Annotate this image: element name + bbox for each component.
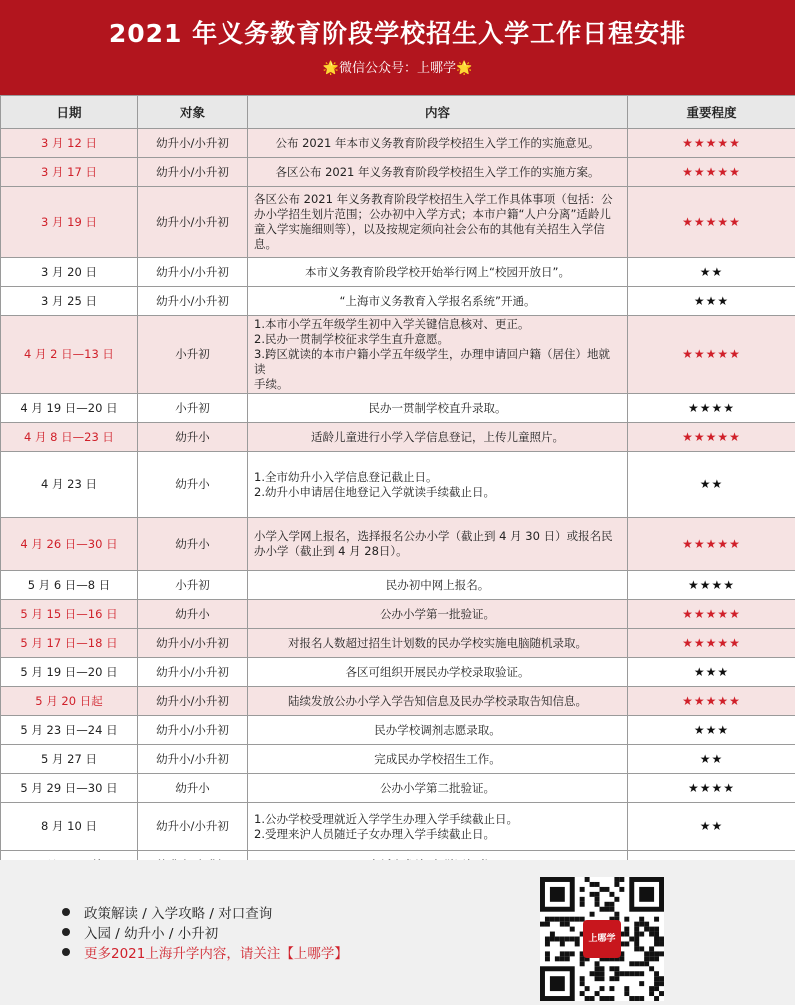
content-line: 完成民办学校招生工作。 (374, 751, 501, 766)
content-line: 手续。 (254, 377, 289, 391)
cell-target: 幼升小/小升初 (138, 658, 248, 687)
table-row (1, 394, 795, 423)
cell-importance-stars: ★★★ (628, 716, 795, 745)
cell-importance-stars: ★★★★★ (628, 629, 795, 658)
footer-item (62, 944, 348, 964)
cell-importance-stars: ★★ (628, 745, 795, 774)
cell-content (248, 423, 628, 452)
table-row (1, 600, 795, 629)
cell-target: 幼升小/小升初 (138, 716, 248, 745)
table-row (1, 687, 795, 716)
schedule-table (0, 95, 795, 880)
cell-content (248, 316, 628, 394)
cell-importance-stars: ★★★★★ (628, 423, 795, 452)
cell-content (248, 803, 628, 851)
page-subtitle (0, 57, 795, 76)
cell-content (248, 600, 628, 629)
cell-target: 幼升小/小升初 (138, 158, 248, 187)
cell-content (248, 629, 628, 658)
table-row (1, 452, 795, 518)
column-header-importance: 重要程度 (628, 96, 795, 129)
cell-date: 4 月 8 日—23 日 (1, 423, 138, 452)
content-line: 各区可组织开展民办学校录取验证。 (345, 664, 530, 679)
page-header (0, 0, 795, 95)
column-header-content: 内容 (248, 96, 628, 129)
cell-target: 幼升小/小升初 (138, 187, 248, 258)
cell-date: 3 月 17 日 (1, 158, 138, 187)
footer-item-text: 更多2021上海升学内容，请关注【上哪学】 (84, 946, 348, 962)
qr-logo-badge: 上哪学 (583, 920, 621, 958)
cell-importance-stars: ★★★★★ (628, 687, 795, 716)
cell-target: 小升初 (138, 316, 248, 394)
footer-item (62, 904, 348, 924)
cell-content (248, 658, 628, 687)
content-line: 民办初中网上报名。 (385, 577, 490, 592)
table-row (1, 803, 795, 851)
wechat-account-label: 微信公众号：上哪学 (338, 61, 456, 76)
cell-importance-stars: ★★★★ (628, 571, 795, 600)
cell-target: 幼升小 (138, 518, 248, 571)
cell-target: 幼升小/小升初 (138, 803, 248, 851)
content-line: 2.民办一贯制学校征求学生直升意愿。 (254, 332, 449, 346)
table-header-row (1, 96, 795, 129)
cell-importance-stars: ★★★★★ (628, 518, 795, 571)
column-header-target: 对象 (138, 96, 248, 129)
cell-importance-stars: ★★★★★ (628, 129, 795, 158)
content-line: 公布 2021 年本市义务教育阶段学校招生入学工作的实施意见。 (275, 135, 600, 150)
qr-code (540, 877, 664, 1001)
content-line: 民办一贯制学校直升录取。 (368, 400, 507, 415)
cell-content (248, 258, 628, 287)
page-title: 2021 年义务教育阶段学校招生入学工作日程安排 (108, 19, 687, 48)
cell-importance-stars: ★★ (628, 803, 795, 851)
footer-item-text: 政策解读 / 入学攻略 / 对口查询 (84, 906, 273, 922)
cell-content (248, 287, 628, 316)
cell-date: 3 月 25 日 (1, 287, 138, 316)
cell-date: 5 月 17 日—18 日 (1, 629, 138, 658)
content-line: 1.全市幼升小入学信息登记截止日。 (254, 469, 438, 484)
table-row (1, 518, 795, 571)
cell-target: 小升初 (138, 394, 248, 423)
content-line: 本市义务教育阶段学校开始举行网上“校园开放日”。 (305, 264, 570, 279)
cell-date: 5 月 6 日—8 日 (1, 571, 138, 600)
cell-date: 5 月 20 日起 (1, 687, 138, 716)
cell-date: 4 月 26 日—30 日 (1, 518, 138, 571)
cell-content (248, 745, 628, 774)
content-line: 2.幼升小申请居住地登记入学就读手续截止日。 (254, 484, 495, 499)
cell-target: 幼升小 (138, 423, 248, 452)
content-line: 1.本市小学五年级学生初中入学关键信息核对、更正。 (254, 317, 530, 331)
cell-content (248, 129, 628, 158)
cell-importance-stars: ★★ (628, 258, 795, 287)
cell-date: 3 月 19 日 (1, 187, 138, 258)
table-row (1, 316, 795, 394)
content-line: 3.跨区就读的本市户籍小学五年级学生，办理申请回户籍（居住）地就读 (254, 347, 610, 376)
cell-importance-stars: ★★★★ (628, 774, 795, 803)
cell-content (248, 158, 628, 187)
cell-target: 幼升小/小升初 (138, 258, 248, 287)
cell-target: 幼升小/小升初 (138, 129, 248, 158)
table-row (1, 658, 795, 687)
cell-date: 4 月 2 日—13 日 (1, 316, 138, 394)
cell-target: 幼升小 (138, 452, 248, 518)
cell-content (248, 394, 628, 423)
content-line: “上海市义务教育入学报名系统”开通。 (339, 293, 536, 308)
content-line: 适龄儿童进行小学入学信息登记，上传儿童照片。 (311, 429, 564, 444)
bullet-icon (62, 928, 70, 936)
cell-importance-stars: ★★★★ (628, 394, 795, 423)
cell-target: 幼升小/小升初 (138, 745, 248, 774)
cell-target: 幼升小/小升初 (138, 687, 248, 716)
table-row (1, 287, 795, 316)
cell-content (248, 571, 628, 600)
table-row (1, 774, 795, 803)
content-line: 对报名人数超过招生计划数的民办学校实施电脑随机录取。 (288, 635, 587, 650)
cell-date: 3 月 20 日 (1, 258, 138, 287)
table-row (1, 187, 795, 258)
cell-target: 幼升小/小升初 (138, 629, 248, 658)
cell-content (248, 452, 628, 518)
cell-date: 4 月 23 日 (1, 452, 138, 518)
content-line: 童入学实施细则等），以及按规定须向社会公布的其他有关招生入学信息。 (254, 222, 605, 251)
cell-date: 5 月 27 日 (1, 745, 138, 774)
content-line: 办小学（截止到 4 月 28日）。 (254, 544, 408, 558)
cell-date: 3 月 12 日 (1, 129, 138, 158)
column-header-date: 日期 (1, 96, 138, 129)
cell-content (248, 518, 628, 571)
table-row (1, 716, 795, 745)
star-icon: 🌟 (456, 61, 473, 76)
footer-item (62, 924, 348, 944)
footer-panel (0, 860, 795, 1005)
cell-content (248, 687, 628, 716)
table-row (1, 571, 795, 600)
bullet-icon (62, 908, 70, 916)
cell-content (248, 716, 628, 745)
table-row (1, 745, 795, 774)
content-line: 1.公办学校受理就近入学学生办理入学手续截止日。 (254, 811, 518, 826)
cell-importance-stars: ★★★ (628, 287, 795, 316)
cell-importance-stars: ★★★ (628, 658, 795, 687)
table-row (1, 158, 795, 187)
content-line: 民办学校调剂志愿录取。 (374, 722, 501, 737)
content-line: 各区公布 2021 年义务教育阶段学校招生入学工作具体事项（包括：公 (254, 192, 613, 206)
cell-target: 幼升小 (138, 774, 248, 803)
cell-target: 小升初 (138, 571, 248, 600)
table-row (1, 129, 795, 158)
footer-item-text: 入园 / 幼升小 / 小升初 (84, 926, 219, 942)
footer-list (62, 904, 348, 964)
cell-date: 5 月 15 日—16 日 (1, 600, 138, 629)
cell-target: 幼升小 (138, 600, 248, 629)
star-icon: 🌟 (322, 61, 339, 76)
table-row (1, 423, 795, 452)
cell-importance-stars: ★★★★★ (628, 600, 795, 629)
content-line: 各区公布 2021 年义务教育阶段学校招生入学工作的实施方案。 (275, 164, 600, 179)
content-line: 小学入学网上报名，选择报名公办小学（截止到 4 月 30 日）或报名民 (254, 529, 613, 543)
bullet-icon (62, 948, 70, 956)
cell-content (248, 187, 628, 258)
cell-importance-stars: ★★★★★ (628, 158, 795, 187)
table-row (1, 629, 795, 658)
content-line: 公办小学第二批验证。 (380, 780, 495, 795)
cell-date: 5 月 23 日—24 日 (1, 716, 138, 745)
cell-content (248, 774, 628, 803)
content-line: 办小学招生划片范围；公办初中入学方式；本市户籍“人户分离”适龄儿 (254, 207, 611, 221)
content-line: 2.受理来沪人员随迁子女办理入学手续截止日。 (254, 826, 495, 841)
content-line: 陆续发放公办小学入学告知信息及民办学校录取告知信息。 (288, 693, 587, 708)
cell-target: 幼升小/小升初 (138, 287, 248, 316)
content-line: 公办小学第一批验证。 (380, 606, 495, 621)
table-row (1, 258, 795, 287)
cell-date: 8 月 10 日 (1, 803, 138, 851)
cell-importance-stars: ★★ (628, 452, 795, 518)
cell-importance-stars: ★★★★★ (628, 316, 795, 394)
cell-importance-stars: ★★★★★ (628, 187, 795, 258)
cell-date: 4 月 19 日—20 日 (1, 394, 138, 423)
cell-date: 5 月 29 日—30 日 (1, 774, 138, 803)
cell-date: 5 月 19 日—20 日 (1, 658, 138, 687)
